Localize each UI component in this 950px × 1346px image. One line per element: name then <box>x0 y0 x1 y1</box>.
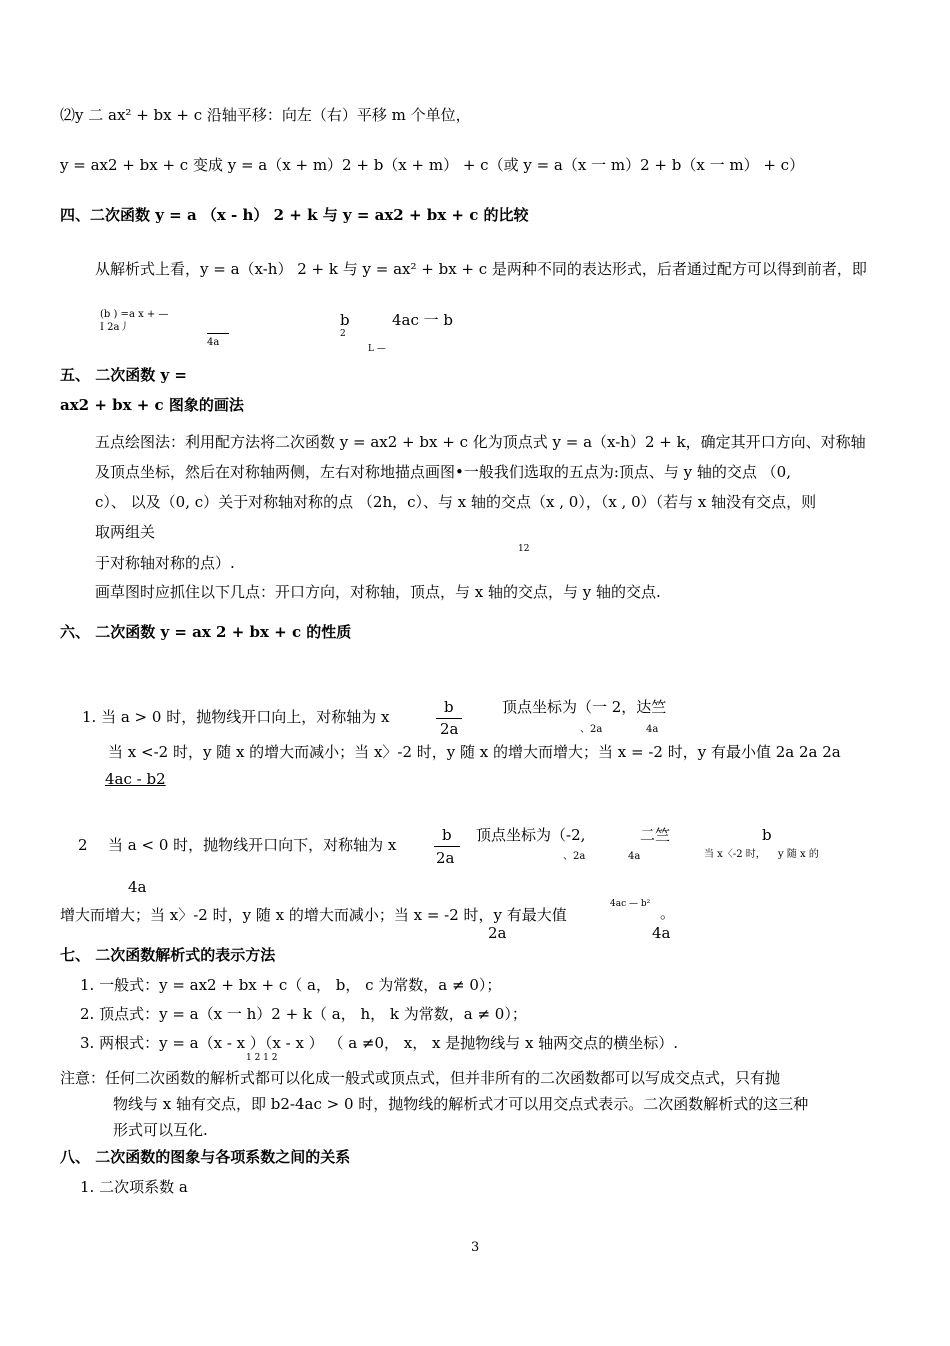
translation-formula-line: y = ax2 + bx + c 变成 y = a（x + m）2 + b（x + m） + c（或 y = a（x 一 m）2 + b（x 一 m） + c） <box>60 156 805 174</box>
formula-fragment: 4a <box>652 924 671 942</box>
min-value: 4ac - b2 <box>105 770 166 788</box>
property-2-text: 当 a < 0 时，抛物线开口向下，对称轴为 x <box>108 836 397 854</box>
section-5-paragraph: c）、 以及（0, c）关于对称轴对称的点 （2h，c）、与 x 轴的交点（x , 0），（x , 0）（若与 x 轴没有交点，则 <box>95 493 817 511</box>
fraction-numerator: b <box>444 698 454 716</box>
fraction-numerator: b <box>442 826 452 844</box>
fraction-bar <box>436 718 462 719</box>
coefficient-a-item: 1. 二次项系数 a <box>80 1178 188 1196</box>
page-number: 3 <box>471 1240 480 1255</box>
fraction-denominator: 2a <box>436 849 455 867</box>
section-5-paragraph: 五点绘图法：利用配方法将二次函数 y = ax2 + bx + c 化为顶点式 y = a（x-h）2 + k，确定其开口方向、对称轴 <box>95 433 866 451</box>
section-8-heading: 八、 二次函数的图象与各项系数之间的关系 <box>60 1148 351 1166</box>
formula-fragment: 4a <box>646 724 659 735</box>
section-5-paragraph: 取两组关 <box>95 523 156 541</box>
translation-rule-line: ⑵y 二 ax² + bx + c 沿轴平移：向左（右）平移 m 个单位， <box>60 106 471 124</box>
formula-fragment: 2 <box>340 329 346 339</box>
formula-fragment: 、2a <box>580 724 603 735</box>
property-1-text: 1. 当 a > 0 时，抛物线开口向上，对称轴为 x <box>82 708 390 726</box>
section-5-paragraph: 于对称轴对称的点）. <box>95 554 235 572</box>
formula-fragment: b <box>340 311 350 329</box>
property-2-number: 2 <box>78 836 88 854</box>
formula-fragment: (b ) =a x + — <box>100 309 169 320</box>
formula-fragment: b <box>762 826 772 844</box>
formula-fragment: 4a <box>628 851 641 862</box>
general-form-item: 1. 一般式：y = ax2 + bx + c（ a， b， c 为常数，a ≠ 0）； <box>80 976 502 994</box>
formula-fragment: 4ac 一 b <box>392 311 454 329</box>
formula-fragment: 4a <box>128 878 147 896</box>
section-5-paragraph: 画草图时应抓住以下几点：开口方向，对称轴，顶点，与 x 轴的交点，与 y 轴的交点. <box>95 583 661 601</box>
property-2-monotonic: 增大而增大；当 x〉-2 时，y 随 x 的增大而减小；当 x = -2 时，y 有最大值 <box>60 906 567 924</box>
vertex-form-item: 2. 顶点式：y = a（x 一 h）2 + k（ a， h， k 为常数，a ≠ 0）； <box>80 1005 527 1023</box>
formula-fragment: y 随 x 的 <box>778 849 819 860</box>
fraction-denominator: 2a <box>440 720 459 738</box>
vertex-text: 顶点坐标为（一 2，达竺 <box>502 698 667 716</box>
subscript-note: 12 <box>518 544 530 554</box>
formula-fragment: L — <box>368 344 386 354</box>
formula-fragment: 2a <box>488 924 507 942</box>
section-5-paragraph: 及顶点坐标，然后在对称轴两侧，左右对称地描点画图•一般我们选取的五点为:顶点、与 y 轴的交点 （0, <box>95 463 791 481</box>
section-4-heading: 四、二次函数 y = a （x - h） 2 + k 与 y = ax2 + bx + c 的比较 <box>60 206 529 224</box>
section-4-paragraph: 从解析式上看，y = a（x-h） 2 + k 与 y = ax² + bx + c 是两种不同的表达形式，后者通过配方可以得到前者，即 <box>95 260 867 278</box>
note-line: 物线与 x 轴有交点，即 b2-4ac > 0 时，抛物线的解析式才可以用交点式表示。二次函数解析式的这三种 <box>113 1095 809 1113</box>
note-line: 注意：任何二次函数的解析式都可以化成一般式或顶点式，但并非所有的二次函数都可以写成交点式，只有抛 <box>60 1069 781 1087</box>
formula-fragment: 4a <box>207 337 220 348</box>
section-6-heading: 六、 二次函数 y = ax 2 + bx + c 的性质 <box>60 623 352 641</box>
root-form-subscripts: 1 2 1 2 <box>246 1053 278 1063</box>
formula-fragment: 二竺 <box>640 826 671 844</box>
note-line: 形式可以互化. <box>113 1121 208 1139</box>
property-1-monotonic: 当 x <-2 时，y 随 x 的增大而减小；当 x〉-2 时，y 随 x 的增大而增大；当 x = -2 时，y 有最小值 2a 2a 2a <box>108 743 841 761</box>
fraction-bar <box>207 333 229 334</box>
fraction-bar <box>434 846 460 847</box>
formula-fragment: 当 x〈-2 时， <box>704 849 766 860</box>
root-form-item: 3. 两根式：y = a（x - x ）（x - x ） （ a ≠0， x， x 是抛物线与 x 轴两交点的横坐标）. <box>80 1034 679 1052</box>
section-5-heading: 五、 二次函数 y = <box>60 366 187 384</box>
sentence-end: 。 <box>660 904 676 922</box>
formula-fragment: 、2a <box>563 851 586 862</box>
section-7-heading: 七、 二次函数解析式的表示方法 <box>60 946 276 964</box>
section-5-heading-cont: ax2 + bx + c 图象的画法 <box>60 396 244 414</box>
formula-fragment: I 2a丿 <box>100 322 130 333</box>
max-value-numerator: 4ac — b² <box>610 899 651 909</box>
vertex-text: 顶点坐标为（-2, <box>476 826 586 844</box>
